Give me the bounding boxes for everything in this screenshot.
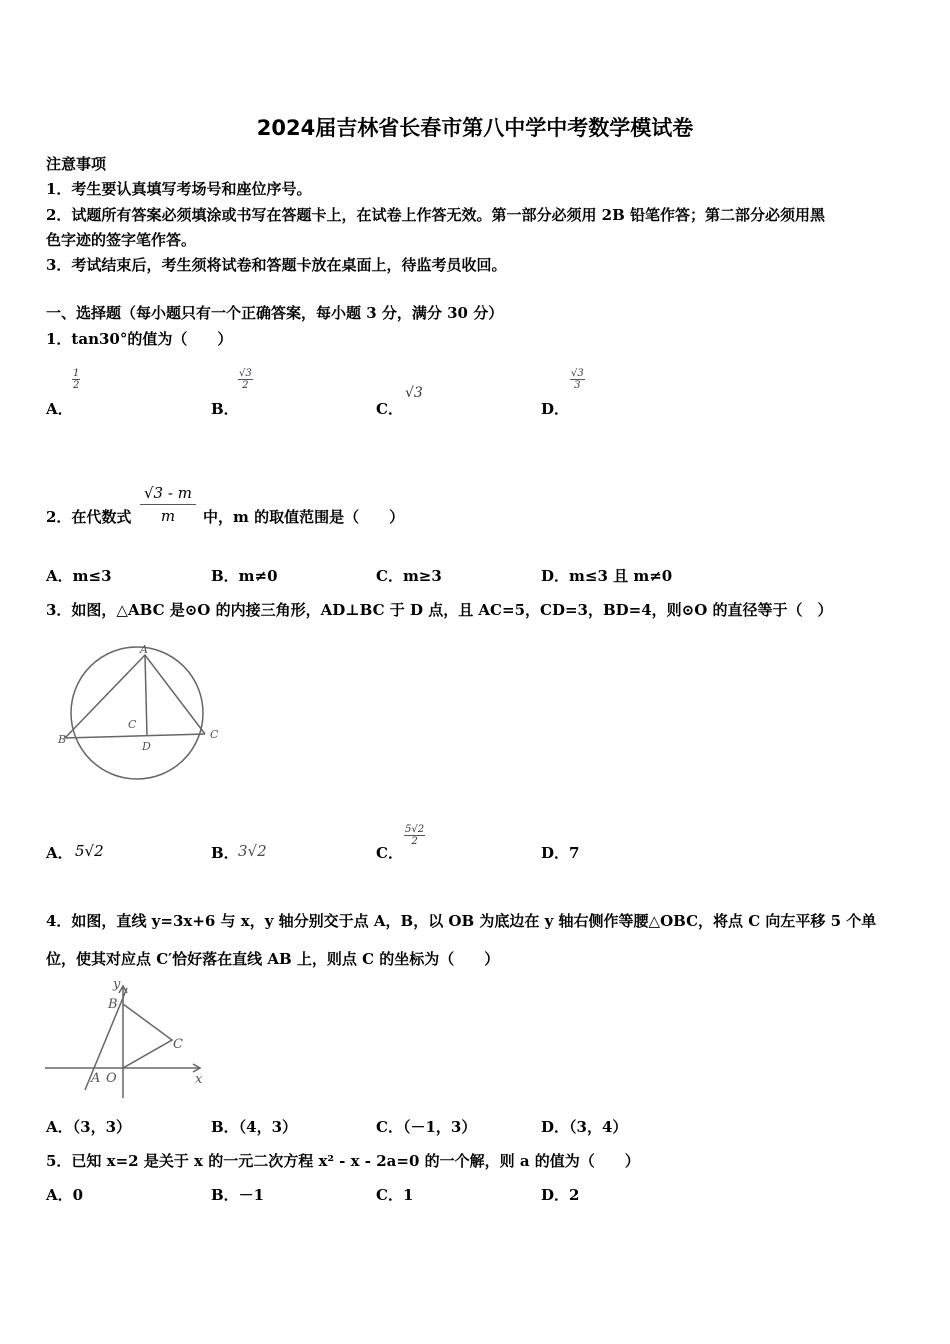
label-b: B	[108, 997, 118, 1012]
q1-stem: 1．tan30°的值为（ ）	[46, 330, 233, 348]
q5-option-c: C．1	[376, 1186, 414, 1204]
q2-fraction: $\frac{√3 - m}{m}$	[140, 482, 196, 527]
notice-item: 1．考生要认真填写考场号和座位序号。	[46, 180, 312, 198]
q2-option-d: D．m≤3 且 m≠0	[541, 567, 673, 585]
q2-stem-post: 中，m 的取值范围是（ ）	[203, 508, 405, 526]
q2-option-b: B．m≠0	[211, 567, 278, 585]
q3-option-c: C．	[376, 844, 403, 862]
q1-c-value: √3	[405, 385, 423, 401]
q3-option-d: D．7	[541, 844, 580, 862]
label-c: C	[173, 1037, 183, 1052]
q3-circle-figure	[50, 640, 230, 790]
page-title: 2024届吉林省长春市第八中学中考数学模试卷	[256, 116, 694, 140]
label-c: C	[210, 728, 219, 741]
q5-option-a: A．0	[46, 1186, 84, 1204]
label-o: C	[128, 718, 137, 731]
q4-option-a: A．（3，3）	[46, 1118, 132, 1136]
label-b: B	[58, 733, 67, 746]
label-o: O	[106, 1071, 117, 1086]
q1-option-b: B．	[211, 400, 239, 418]
q4-option-d: D．（3，4）	[541, 1118, 628, 1136]
label-a: A	[91, 1071, 101, 1086]
q4-stem-line1: 4．如图，直线 y=3x+6 与 x，y 轴分别交于点 A，B，以 OB 为底边在 y 轴右侧作等腰△OBC，将点 C 向左平移 5 个单	[46, 912, 877, 930]
q3-option-a: A．	[46, 844, 73, 862]
notice-heading: 注意事项	[46, 155, 107, 173]
q5-option-b: B．－1	[211, 1186, 265, 1204]
q3-b-value: 3√2	[238, 842, 267, 860]
q1-option-a: A．	[46, 400, 73, 418]
q3-option-b: B．	[211, 844, 239, 862]
q5-option-d: D．2	[541, 1186, 580, 1204]
label-y: y	[113, 978, 121, 992]
notice-item: 3．考试结束后，考生须将试卷和答题卡放在桌面上，待监考员收回。	[46, 256, 507, 274]
q3-a-value: 5√2	[75, 842, 104, 860]
notice-item: 色字迹的签字笔作答。	[46, 231, 197, 249]
q1-a-fraction: $\frac{1}{2}$	[73, 368, 80, 391]
q3-stem: 3．如图，△ABC 是⊙O 的内接三角形，AD⊥BC 于 D 点，且 AC=5，CD=3，BD=4，则⊙O 的直径等于（ ）	[46, 601, 833, 619]
q2-stem-pre: 2．在代数式	[46, 508, 132, 526]
circle-o	[71, 647, 203, 779]
q3-c-fraction: $\frac{5√2}{2}$	[405, 824, 425, 847]
q4-stem-line2: 位，使其对应点 C′恰好落在直线 AB 上，则点 C 的坐标为（ ）	[46, 950, 500, 968]
q1-option-c: C．	[376, 400, 403, 418]
notice-item: 2．试题所有答案必须填涂或书写在答题卡上，在试卷上作答无效。第一部分必须用 2B 铅笔作答；第二部分必须用黑	[46, 206, 826, 224]
q1-option-d: D．	[541, 400, 570, 418]
q1-d-fraction: $\frac{√3}{3}$	[571, 368, 584, 391]
label-a: A	[140, 643, 148, 656]
q4-coordinate-figure	[45, 978, 205, 1103]
label-d: D	[142, 740, 151, 753]
q4-option-b: B．（4，3）	[211, 1118, 298, 1136]
q5-stem: 5．已知 x=2 是关于 x 的一元二次方程 x² - x - 2a=0 的一个解，则 a 的值为（ ）	[46, 1152, 640, 1170]
triangle-obc	[123, 1004, 172, 1068]
q4-option-c: C．（－1，3）	[376, 1118, 477, 1136]
q2-option-a: A．m≤3	[46, 567, 112, 585]
q2-option-c: C．m≥3	[376, 567, 442, 585]
section-heading: 一、选择题（每小题只有一个正确答案，每小题 3 分，满分 30 分）	[46, 304, 504, 322]
label-x: x	[195, 1072, 203, 1087]
q1-b-fraction: $\frac{√3}{2}$	[239, 368, 252, 391]
